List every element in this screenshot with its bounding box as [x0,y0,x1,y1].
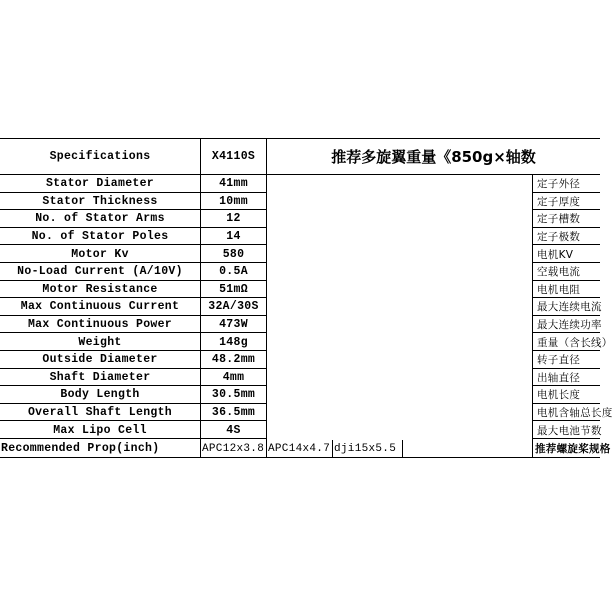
spec-value: 30.5mm [211,388,256,402]
grid-line [533,209,600,210]
grid-line [533,368,600,369]
spec-cn-label: 电机长度 [537,389,581,402]
spec-value: 14 [226,230,241,244]
grid-line [0,332,266,333]
header-model: X4110S [211,149,256,163]
spec-cn-label: 定子槽数 [537,213,581,226]
grid-line [532,175,533,458]
grid-line [533,315,600,316]
grid-line [533,438,600,439]
spec-value: 473W [219,318,248,332]
prop-row-cn: 推荐螺旋桨规格 [535,443,611,455]
grid-line [533,297,600,298]
grid-line [200,138,201,458]
spec-label: No. of Stator Arms [35,212,165,226]
spec-value: 4mm [222,370,245,384]
grid-line [0,420,266,421]
grid-line [0,297,266,298]
spec-value: 0.5A [219,265,248,279]
grid-line [0,138,600,139]
grid-line [0,403,266,404]
grid-line [533,262,600,263]
grid-line [0,315,266,316]
spec-label: Weight [78,335,122,349]
grid-line [0,385,266,386]
spec-cn-label: 最大连续电流 [537,301,602,314]
prop-option-3: dji15x5.5 [334,442,397,455]
grid-line [533,403,600,404]
spec-label: Outside Diameter [42,353,158,367]
spec-value: 41mm [219,177,248,191]
grid-line [533,192,600,193]
spec-cn-label: 空载电流 [537,266,581,279]
grid-line [0,368,266,369]
spec-cn-label: 定子厚度 [537,195,581,208]
spec-cn-label: 重量（含长线） [537,336,613,349]
spec-label: Max Continuous Current [20,300,180,314]
grid-line [533,244,600,245]
spec-value: 48.2mm [211,353,256,367]
spec-cn-label: 最大连续功率 [537,319,602,332]
spec-label: No-Load Current (A/10V) [17,265,183,279]
grid-line [0,244,266,245]
spec-value: 51mΩ [219,282,248,296]
spec-cn-label: 电机KV [537,248,574,261]
spec-label: No. of Stator Poles [31,230,169,244]
grid-line [533,350,600,351]
spec-value: 4S [226,423,241,437]
spec-value: 580 [222,247,245,261]
grid-line [533,385,600,386]
spec-value: 36.5mm [211,406,256,420]
grid-line [533,420,600,421]
spec-label: Stator Diameter [45,177,155,191]
grid-line [0,438,266,439]
spec-label: Body Length [60,388,140,402]
grid-line [0,262,266,263]
spec-label: Motor Kv [71,247,129,261]
spec-value: 12 [226,212,241,226]
header-recommended-weight: 推荐多旋翼重量《850g×轴数 [331,147,536,166]
spec-value: 148g [219,335,248,349]
spec-label: Shaft Diameter [49,370,151,384]
prop-option-1: APC12x3.8 [202,442,265,455]
grid-line [0,227,266,228]
spec-value: 10mm [219,194,248,208]
grid-line [0,280,266,281]
spec-table [0,138,613,458]
grid-line [266,138,267,458]
spec-label: Overall Shaft Length [27,406,173,420]
grid-line [0,174,600,175]
spec-label: Stator Thickness [42,194,158,208]
grid-line [0,350,266,351]
grid-line [0,457,600,458]
spec-cn-label: 定子极数 [537,231,581,244]
spec-cn-label: 电机电阻 [537,283,581,296]
spec-cn-label: 转子直径 [537,354,581,367]
spec-value: 32A/30S [208,300,259,314]
spec-cn-label: 定子外径 [537,178,581,191]
spec-cn-label: 电机含轴总长度 [537,407,613,420]
prop-row-label: Recommended Prop(inch) [1,442,160,455]
spec-label: Max Lipo Cell [53,423,147,437]
header-specifications: Specifications [49,149,151,163]
grid-line [533,332,600,333]
grid-line [332,440,333,458]
spec-label: Max Continuous Power [27,318,173,332]
grid-line [533,227,600,228]
grid-line [402,440,403,458]
grid-line [0,209,266,210]
grid-line [0,192,266,193]
prop-option-2: APC14x4.7 [268,442,331,455]
spec-cn-label: 出轴直径 [537,371,581,384]
grid-line [533,280,600,281]
spec-cn-label: 最大电池节数 [537,424,602,437]
spec-label: Motor Resistance [42,282,158,296]
